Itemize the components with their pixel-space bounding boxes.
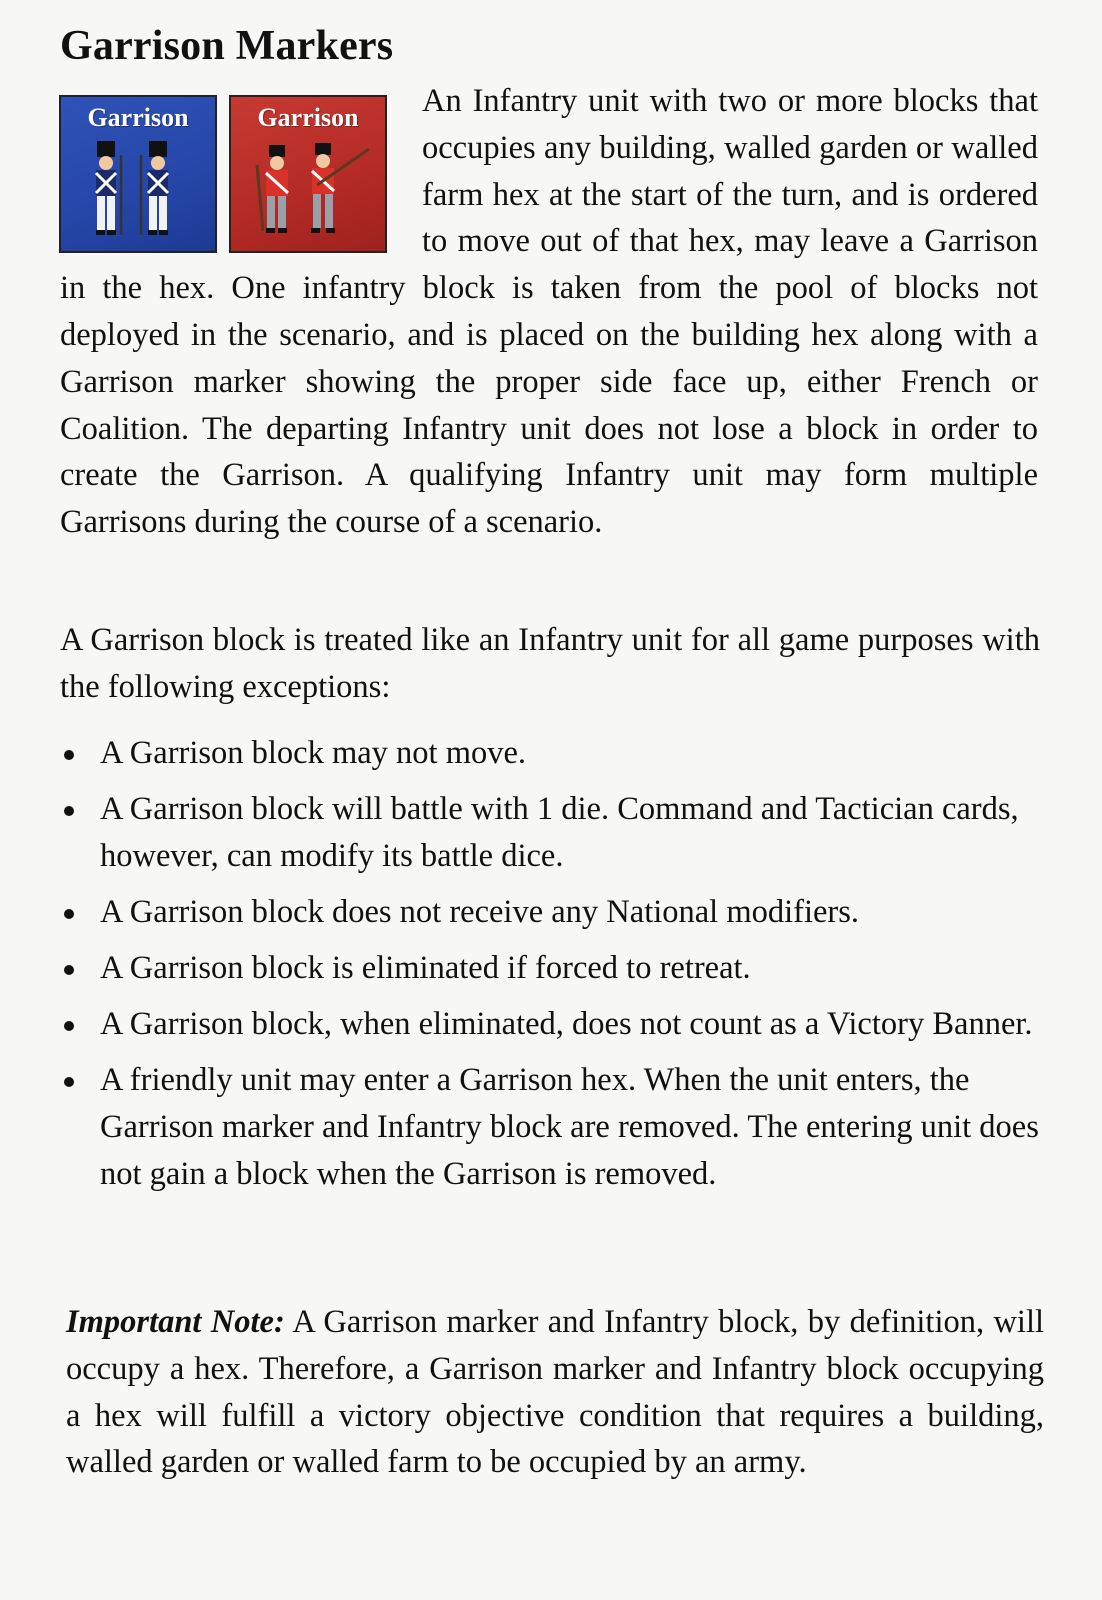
bullet-icon	[64, 750, 74, 760]
bullet-icon	[64, 1021, 74, 1031]
marker-label: Garrison	[87, 103, 189, 132]
list-item: A Garrison block is eliminated if forced to retreat.	[60, 945, 1050, 992]
list-item: A Garrison block will battle with 1 die. Command and Tactician cards, however, can modify its battle dice.	[60, 786, 1050, 880]
important-note-label: Important Note:	[66, 1304, 285, 1340]
exceptions-intro-paragraph: A Garrison block is treated like an Infantry unit for all game purposes with the following exceptions:	[60, 622, 1040, 705]
list-item: A Garrison block may not move.	[60, 730, 1050, 777]
intro-paragraph-wrap	[60, 78, 1038, 546]
list-item: A Garrison block, when eliminated, does not count as a Victory Banner.	[60, 1001, 1050, 1048]
marker-label: Garrison	[257, 103, 359, 132]
important-note-text: A Garrison marker and Infantry block, by definition, will occupy a hex. Therefore, a Garrison marker and Infantry block occupying a hex will fulfill a victory objective condition that requires a building, walled garden or walled farm to be occupied by an army.	[66, 1304, 1044, 1481]
list-item: A friendly unit may enter a Garrison hex. When the unit enters, the Garrison marker and Infantry block are removed. The entering unit does not gain a block when the Garrison is removed.	[60, 1057, 1050, 1198]
section-heading: Garrison Markers	[60, 23, 394, 69]
bullet-icon	[64, 1077, 74, 1087]
bullet-icon	[64, 806, 74, 816]
bullet-icon	[64, 909, 74, 919]
list-item: A Garrison block does not receive any National modifiers.	[60, 889, 1050, 936]
exceptions-list	[60, 730, 1050, 1207]
important-note-paragraph	[66, 1299, 1044, 1486]
bullet-icon	[64, 965, 74, 975]
intro-paragraph: An Infantry unit with two or more blocks that occupies any building, walled garden or walled farm hex at the start of the turn, and is ordered to move out of that hex, may leave a Garrison in the hex. One infantry block is taken from the pool of blocks not deployed in the scenario, and is placed on the building hex along with a Garrison marker showing the proper side face up, either French or Coalition. The departing Infantry unit does not lose a block in order to create the Garrison. A qualifying Infantry unit may form multiple Garrisons during the course of a scenario.	[60, 83, 1038, 541]
